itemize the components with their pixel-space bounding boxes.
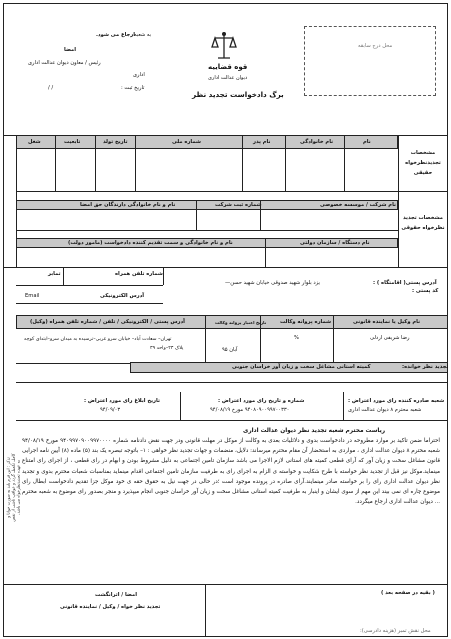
address-col-1 [163,267,164,285]
signatories-label: نام و نام خانوادگی دارندگان حق امضا [80,202,176,208]
appellee-value: کمیته استانی مشاغل سخت و زیان آور خراسان جنوبی [232,364,371,370]
lawyer-validity-header: تاریخ اعتبار پروانه وکالت [215,320,267,325]
postal-code-label: کد پستی : [412,288,439,294]
footer-signer-label: تجدید نظر خواه / وکیل / نماینده قانونی [60,604,161,610]
registration-box [304,26,436,96]
col-divider-1 [55,135,56,191]
logo-subtitle: دیوان عدالت اداری [208,75,248,81]
issuer-label: شعبه صادره کننده رای مورد اعتراض : [348,398,445,404]
body-heading: ریاست محترم شعبه تجدید نظر دیوان عدالت اداری [243,428,386,434]
header-national-id: شماره ملی [172,139,201,145]
footer-top-line [3,584,448,585]
legal-row-1-bottom [16,230,398,231]
lawyer-col-3 [205,315,206,363]
agent-label: نام و نام خانوادگی و سمت تقدیم کننده دادخواست (مامور دولت) [68,240,233,246]
logo-text: قوه قضاییه [208,63,248,71]
lawyer-license-header: شماره پروانه وکالت [280,319,332,325]
stamp-label: محل نقش تمبر (هزینه دادرسی): [360,628,431,634]
legal-section-label: مشخصات تجدید نظرخواه حقوقی [401,215,445,231]
decision-col-2 [180,392,181,420]
chief-label: رئیس / معاون دیوان عدالت اداری [28,60,101,66]
notify-date-value: ۹۴/۰۹/۰۳ [100,407,121,413]
address-row-bottom [16,303,163,304]
side-note [6,453,21,523]
decision-col-1 [343,392,344,420]
header-birth-date: تاریخ تولد [103,139,128,145]
header-first-name: نام [363,139,371,145]
lawyer-license-value: % [294,335,299,341]
mobile-label: شماره تلفن همراه [115,271,163,277]
company-label: نام شرکت / موسسه خصوصی [320,202,397,208]
decision-number-label: شماره و تاریخ رای مورد اعتراض : [218,398,305,404]
appellant-row-bottom [16,191,448,192]
footer-signature-label: امضا / اثرانگشت [95,592,138,598]
address-row-mid [16,285,163,286]
header-father-name: نام پدر [253,139,271,145]
lawyer-col-2 [260,315,261,363]
lawyer-validity-value: آبان ۹۵ [222,347,238,353]
section-label-divider [398,135,399,267]
lawyer-col-1 [333,315,334,363]
col-divider-3 [135,135,136,191]
email-address-label: آدرس الکترونیکی [100,293,145,299]
company-reg-label: شماره ثبت شرکت [215,202,262,208]
address-col-2 [63,267,64,285]
lawyer-name-header: نام وکیل یا نماینده قانونی [353,319,421,325]
branch-label: به شعبه [134,32,152,38]
lawyer-address-header: آدرس پستی / الکترونیکی / تلفن / شماره تلفن همراه (وکیل) [30,319,185,325]
appellee-label: تجدید نظر خوانده: [402,364,449,370]
footer-divider [205,584,206,637]
postal-address-label: آدرس پستی( اقامتگاه ) : [373,280,437,286]
postal-address-value: یزد بلوار شهید صدوقی خیابان شهید حسن— [225,280,320,286]
registration-date-label: تاریخ ثبت : [121,85,145,91]
side-note-text: تذکر : این فرم باید به صورت خوانا و کامل تکمیل گردد و عواقب ناشی از نقص به عهده تجدیدنظرخواه می باشد. [5,453,21,522]
phone-label: تمابر [48,271,61,277]
lawyer-name-value: رضا شریفی اردلی [370,335,410,341]
notify-date-label: تاریخ ابلاغ رای مورد اعتراض : [84,398,160,404]
legal-col-2 [196,200,197,230]
legal-col-3 [265,238,266,267]
judiciary-emblem-icon [211,30,237,60]
registration-box-label: محل درج سابقه [358,43,393,49]
form-title: برگ دادخواست تجدید نظر [192,90,284,99]
col-divider-6 [344,135,345,191]
decision-bottom [16,420,448,421]
legal-section-bottom [3,267,448,268]
registry-label: اداری [133,72,145,78]
lawyer-address-line2: پلاک ۲۳–واحد ۳۹ [150,346,184,351]
agency-label: نام دستگاه / سازمان دولتی [300,240,370,246]
registration-date-slashes: / / [48,85,54,91]
col-divider-4 [242,135,243,191]
issuer-value: شعبه محترم ۸ دیوان عدالت اداری [348,407,422,413]
lawyer-address-line1: تهران– سعادت آباد– خیابان سرو غربی–ترسیده به میدان سرو–ابتدای کوچه [24,337,172,342]
continue-label: ( بقیه در صفحه بعد ) [381,590,435,596]
appellant-section-label: مشخصات تجدیدنظرخواه حقیقی [405,150,441,176]
appellee-bottom [16,382,448,383]
body-text: احتراما ضمن تاکید بر موارد مطروحه در دادخواست بدوی و دلائلیات بعدی به وکالت از موکل در مهلت قانونی ودر جهت نقض دادنامه شماره ۹۴۰۹۹۷۰۹۰۰۹۹۷۰۰۰۰ مورخ ۹۴/۰۸/۱۹ شعبه محترم ۸ دیوان عدالت اداری ، مواردی به استحضار آن مقام محترم میرساند: دلایل، منضمات و جهات تجدید نظر خواهی : ۱– باتوجه تبصره یک بند (۵) ماده (۸) آیین نامه اجرایی قانون مشاغل سخت و زیان آور که آرای قطعی کمیته های استانی لازم الاجرا می باشد سازمان تامین اجتماعی به دلیل مشروط بودن و ابهام در رای قطعی ، از اجرای رای امتناع مینماید.موکل نیز قبل از تجدید نظر خواسته با طرح شکایت و خواسته ی الزام به اجرای رای به طرفیت سازمان تامین اجتماعی اقدام مینماید بمناسبات شعبات محترم بدوی و تجدید نظر دیوان عدالت اداری رای را بر خواسته صادر مینمایند.آرای صادره در پرونده موجود است ؛در حالی در جهت نیل به حقوق حقه ی خود موکل جزا تقدیم دادخواست ابطال رای موضوع چاره ای نمی بیند این مهم از سوی ایشان و اینبار به طرفیت کمیته استانی مشاغل سخت و زیان آور خراسان جنوبی انجام میپذیرد و منجر بصدور رای موضوع به شعبه محترم ... دیوان عدالت اداری ارجاع میگردد. [22,438,440,506]
header-occupation: شغل [28,139,41,145]
header-nationality: تابعیت [64,139,81,145]
legal-col-1 [260,200,261,230]
header-last-name: نام خانوادگی [300,139,334,145]
col-divider-5 [285,135,286,191]
top-signature-label: امضا [64,47,77,53]
email-label: Email [25,293,40,299]
referral-title: ارجاع می شود. [96,32,136,38]
col-divider-2 [95,135,96,191]
decision-number-value: ۹۴۰۸۰۹۰۰۹۹۷۰۰۳۳۰ مورخ ۹۴/۰۸/۱۹ [210,407,290,413]
